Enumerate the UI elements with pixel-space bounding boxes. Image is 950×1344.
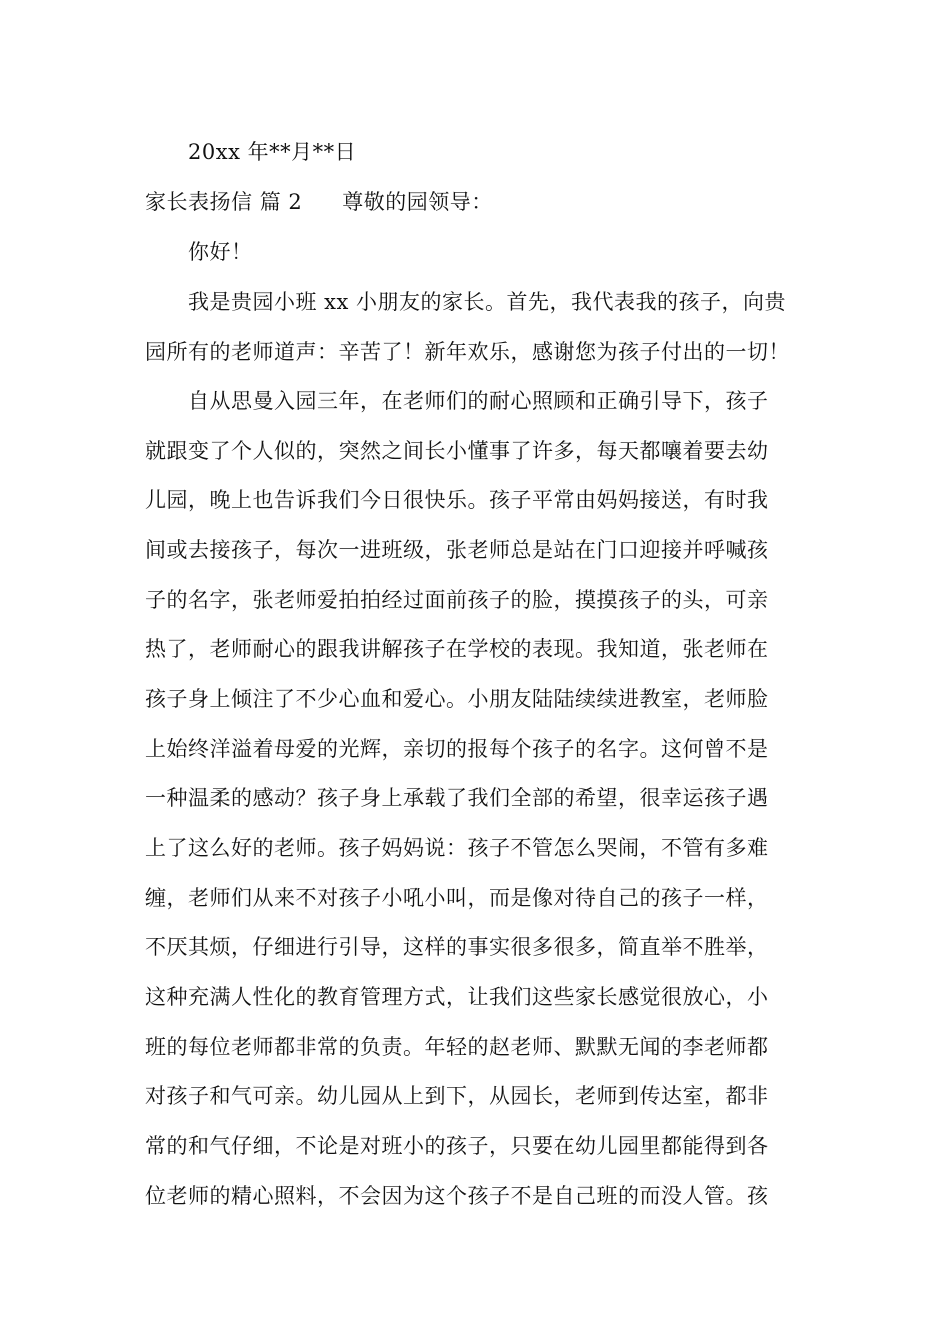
paragraph-line: 常的和气仔细，不论是对班小的孩子，只要在幼儿园里都能得到各 <box>145 1134 769 1158</box>
section-heading <box>145 187 810 217</box>
date-line: 20xx 年**月**日 <box>188 140 357 164</box>
salutation: 尊敬的园领导： <box>342 190 493 214</box>
paragraph-line: 园所有的老师道声：辛苦了！新年欢乐，感谢您为孩子付出的一切！ <box>145 340 790 364</box>
paragraph-line: 我是贵园小班 xx 小朋友的家长。首先，我代表我的孩子，向贵 <box>188 290 787 314</box>
paragraph-line: 自从思曼入园三年，在老师们的耐心照顾和正确引导下，孩子 <box>188 389 769 413</box>
paragraph-line: 就跟变了个人似的，突然之间长小懂事了许多，每天都嚷着要去幼 <box>145 439 769 463</box>
paragraph-line: 不厌其烦，仔细进行引导，这样的事实很多很多，简直举不胜举， <box>145 935 769 959</box>
paragraph-line: 缠，老师们从来不对孩子小吼小叫，而是像对待自己的孩子一样， <box>145 886 769 910</box>
paragraph-line: 一种温柔的感动？孩子身上承载了我们全部的希望，很幸运孩子遇 <box>145 786 769 810</box>
greeting: 你好！ <box>188 240 253 264</box>
paragraph-line: 子的名字，张老师爱拍拍经过面前孩子的脸，摸摸孩子的头，可亲 <box>145 588 769 612</box>
paragraph-line: 间或去接孩子，每次一进班级，张老师总是站在门口迎接并呼喊孩 <box>145 538 769 562</box>
section-title: 家长表扬信 <box>145 190 253 214</box>
paragraph-line: 班的每位老师都非常的负责。年轻的赵老师、默默无闻的李老师都 <box>145 1035 769 1059</box>
paragraph-line: 上了这么好的老师。孩子妈妈说：孩子不管怎么哭闹，不管有多难 <box>145 836 769 860</box>
paragraph-line: 这种充满人性化的教育管理方式，让我们这些家长感觉很放心，小 <box>145 985 769 1009</box>
paragraph-line: 上始终洋溢着母爱的光辉，亲切的报每个孩子的名字。这何曾不是 <box>145 737 769 761</box>
paragraph-line: 孩子身上倾注了不少心血和爱心。小朋友陆陆续续进教室，老师脸 <box>145 687 769 711</box>
paragraph-line: 位老师的精心照料，不会因为这个孩子不是自己班的而没人管。孩 <box>145 1184 769 1208</box>
paragraph-line: 热了，老师耐心的跟我讲解孩子在学校的表现。我知道，张老师在 <box>145 637 769 661</box>
paragraph-line: 对孩子和气可亲。幼儿园从上到下，从园长，老师到传达室，都非 <box>145 1084 769 1108</box>
section-label: 篇 2 <box>259 190 303 214</box>
paragraph-line: 儿园，晚上也告诉我们今日很快乐。孩子平常由妈妈接送，有时我 <box>145 488 769 512</box>
